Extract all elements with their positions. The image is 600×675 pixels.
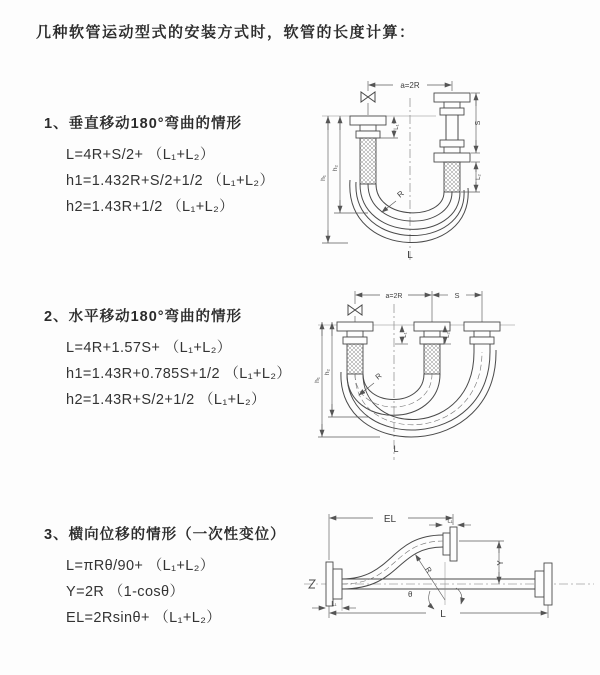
label-hose-length: L — [393, 444, 399, 454]
section-1 — [44, 112, 274, 220]
dim-label-effective-length: EL — [383, 514, 397, 525]
formula-line: h1=1.432R+S/2+1/2 （L₁+L₂） — [66, 173, 275, 189]
hose-s-curve — [342, 535, 443, 589]
diagram-lateral-displacement — [298, 505, 600, 645]
flange-fitting-left — [350, 116, 386, 184]
formula-line: EL=2Rsinθ+ （L₁+L₂） — [66, 610, 222, 626]
dim-label-right-fitting: L₁ — [447, 518, 453, 525]
flange-fitting-middle — [414, 322, 450, 374]
dim-label-height-inner: h₂ — [324, 368, 331, 376]
dim-label-width: a=2R — [400, 81, 420, 90]
diagram-horizontal-180-bend — [310, 280, 600, 465]
formula-line: h2=1.43R+1/2 （L₁+L₂） — [66, 199, 235, 215]
dim-hose-length — [329, 605, 548, 618]
dim-label-stroke: S — [475, 120, 482, 126]
dim-label-height-outer: h₁ — [320, 175, 327, 181]
formula-line: L=4R+1.57S+ （L₁+L₂） — [66, 340, 232, 356]
braided-hose-section — [347, 344, 363, 374]
section-2-formulas — [44, 335, 291, 413]
section-2 — [44, 305, 291, 413]
dim-label-right-fitting: L₂ — [476, 174, 482, 180]
label-bend-radius: R — [373, 371, 384, 382]
braided-hose-section — [444, 162, 460, 192]
valve-icon — [348, 305, 362, 315]
section-3-formulas — [44, 553, 286, 631]
dim-label-height-inner: h₂ — [332, 164, 339, 172]
label-bend-radius: R — [395, 188, 406, 200]
dim-label-height-outer: h₁ — [314, 377, 321, 383]
angle-construction — [416, 555, 462, 609]
formula-line: h1=1.43R+0.785S+1/2 （L₁+L₂） — [66, 366, 292, 382]
section-3-heading: 3、横向位移的情形（一次性变位） — [44, 527, 286, 543]
label-angle: θ — [408, 590, 413, 599]
flange-fitting-left — [337, 322, 373, 374]
label-hose-length: L — [407, 250, 413, 261]
formula-line: h2=1.43R+S/2+1/2 （L₁+L₂） — [66, 392, 266, 408]
diagram-vertical-180-bend — [310, 70, 600, 265]
dim-label-right-fitting: L₂ — [445, 332, 451, 338]
formula-line: L=πRθ/90+ （L₁+L₂） — [66, 558, 215, 574]
dim-label-stroke: S — [454, 291, 460, 300]
valve-icon — [361, 92, 375, 102]
section-1-formulas — [44, 142, 274, 220]
hose-u-bend — [341, 350, 496, 437]
dim-label-left-fitting: L₁ — [394, 124, 400, 130]
flange-fitting-right — [434, 93, 470, 192]
section-2-heading: 2、水平移动180°弯曲的情形 — [44, 309, 243, 325]
flange-fitting-left — [326, 562, 342, 606]
section-3 — [44, 523, 286, 631]
label-bend-radius: R — [423, 565, 434, 575]
flange-fitting-right — [464, 322, 500, 352]
braided-hose-section — [360, 138, 376, 184]
dim-label-left-fitting: L₁ — [402, 332, 408, 338]
dim-label-left-fitting: L₁ — [331, 601, 337, 608]
page-title: 几种软管运动型式的安装方式时，软管的长度计算： — [36, 24, 416, 41]
section-1-heading: 1、垂直移动180°弯曲的情形 — [44, 116, 243, 132]
dim-label-offset: Y — [496, 560, 505, 566]
flange-fitting-upper — [443, 527, 457, 561]
dim-width — [355, 291, 482, 322]
formula-line: L=4R+S/2+ （L₁+L₂） — [66, 147, 215, 163]
braided-hose-section — [424, 344, 440, 374]
formula-line: Y=2R （1-cosθ） — [66, 584, 185, 600]
flange-fitting-right — [535, 563, 552, 605]
dim-label-width: a=2R — [385, 293, 403, 300]
dim-label-hose-length: L — [440, 609, 446, 620]
